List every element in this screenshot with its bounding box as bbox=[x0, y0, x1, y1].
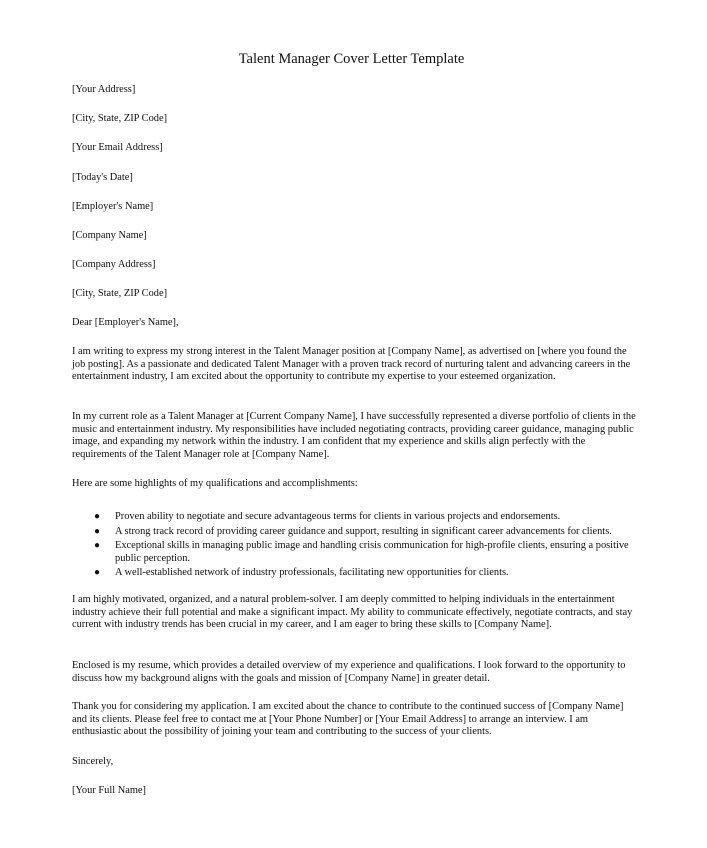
bullet-icon: ● bbox=[94, 540, 101, 551]
document-title: Talent Manager Cover Letter Template bbox=[238, 51, 465, 67]
recipient-city-state-zip: [City, State, ZIP Code] bbox=[72, 288, 168, 299]
recipient-company-address: [Company Address] bbox=[72, 259, 156, 270]
highlights-list bbox=[72, 511, 638, 582]
list-item bbox=[72, 511, 638, 524]
list-item-text: A strong track record of providing career guidance and support, resulting in significant career advancements for clients. bbox=[115, 525, 612, 537]
salutation: Dear [Employer's Name], bbox=[72, 317, 179, 328]
paragraph-intro: I am writing to express my strong interest in the Talent Manager position at [Company Name], as advertised on [where you found the job posting]. As a passionate and dedicated Talent Manager with a proven track record of nurturing talent and advancing careers in the entertainment industry, I am excited about the opportunity to contribute my expertise to your esteemed organization. bbox=[72, 346, 631, 382]
bullet-icon: ● bbox=[94, 567, 101, 578]
recipient-name: [Employer's Name] bbox=[72, 201, 154, 212]
sign-off: Sincerely, bbox=[72, 756, 114, 767]
paragraph-motivation: I am highly motivated, organized, and a natural problem-solver. I am deeply committed to helping individuals in the entertainment industry achieve their full potential and make a significant impact. My ability to communicate effectively, negotiate contracts, and stay current with industry trends has been crucial in my career, and I am eager to bring these skills to [Company Name]. bbox=[72, 594, 633, 630]
list-item-text: A well-established network of industry professionals, facilitating new opportunities for clients. bbox=[115, 567, 509, 578]
letter-date: [Today's Date] bbox=[72, 172, 133, 183]
list-item-text: Proven ability to negotiate and secure advantageous terms for clients in various projects and endorsements. bbox=[115, 511, 561, 522]
bullet-icon: ● bbox=[94, 511, 101, 522]
list-item bbox=[72, 567, 638, 580]
sender-address: [Your Address] bbox=[72, 84, 136, 95]
paragraph-highlights-intro: Here are some highlights of my qualifications and accomplishments: bbox=[72, 478, 358, 489]
paragraph-enclosed: Enclosed is my resume, which provides a detailed overview of my experience and qualifications. I look forward to the opportunity to discuss how my background aligns with the goals and mission of [Company Name] in greater detail. bbox=[72, 660, 626, 684]
list-item-text: Exceptional skills in managing public image and handling crisis communication for high-profile clients, ensuring a positive public perception. bbox=[115, 540, 629, 564]
signature-name: [Your Full Name] bbox=[72, 785, 146, 796]
paragraph-current-role: In my current role as a Talent Manager at [Current Company Name], I have successfully represented a diverse portfolio of clients in the music and entertainment industry. My responsibilities have included negotiating contracts, providing career guidance, managing public image, and expanding my network within the industry. I am confident that my experience and skills align perfectly with the requirements of the Talent Manager role at [Company Name]. bbox=[72, 411, 636, 460]
list-item bbox=[72, 540, 638, 565]
sender-city-state-zip: [City, State, ZIP Code] bbox=[72, 113, 168, 124]
bullet-icon: ● bbox=[94, 525, 101, 537]
paragraph-closing: Thank you for considering my application. I am excited about the chance to contribute to the continued success of [Company Name] and its clients. Please feel free to contact me at [Your Phone Number] or [Your Email Address] to arrange an interview. I am enthusiastic about the possibility of joining your team and contributing to the success of your clients. bbox=[72, 701, 624, 737]
sender-email: [Your Email Address] bbox=[72, 142, 163, 153]
list-item bbox=[72, 526, 638, 539]
recipient-company: [Company Name] bbox=[72, 230, 147, 241]
